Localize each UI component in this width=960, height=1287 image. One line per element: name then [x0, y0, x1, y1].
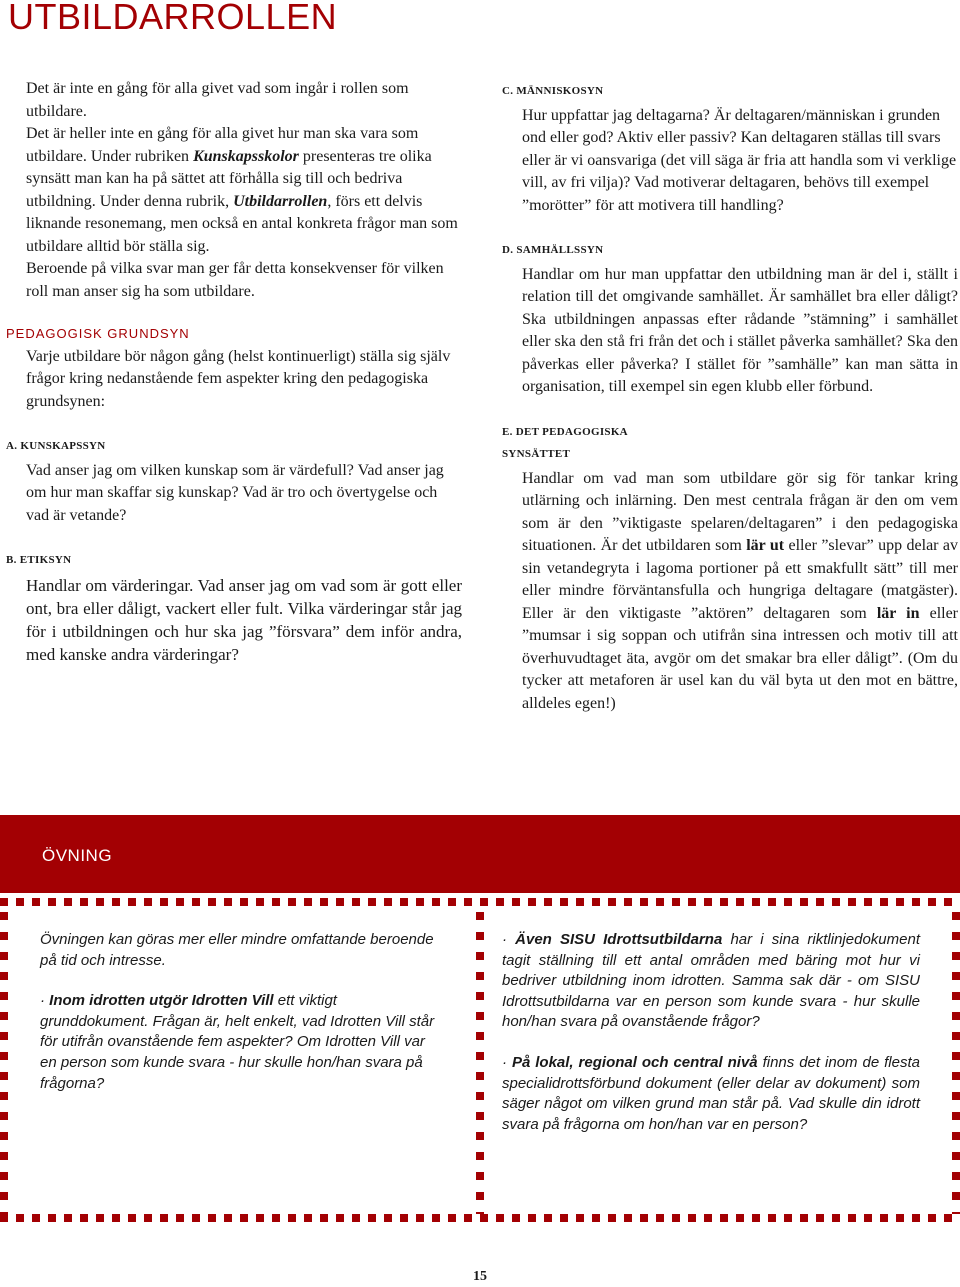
grundsyn-text: Varje utbildare bör någon gång (helst kontinuerligt) ställa sig själv frågor kring nedanstående fem aspekter kring den pedagogiska grundsynen: [26, 347, 451, 410]
exercise-item-sisu [502, 930, 920, 1033]
intro-text: presenteras tre olika synsätt man kan ha på sättet att förhålla sig till och bedriva utbildning. Under denna rubrik, [26, 147, 432, 210]
subheading-synsattet: SYNSÄTTET [502, 448, 571, 460]
exercise-border-middle [476, 906, 484, 1214]
exercise-banner [0, 815, 960, 893]
bullet: · [40, 992, 50, 1010]
intro-paragraph-3: Beroende på vilka svar man ger får detta konsekvenser för vilken roll man anser sig ha som utbildare. [26, 260, 444, 300]
exercise-item-bold: Även SISU Idrottsutbildarna [515, 931, 723, 948]
pedagogiska-text-part: Handlar om vad man som utbildare gör sig för tankar kring utlärning och inlärning. Den mest centrala frågan är den om vem som är den ”viktigaste spelaren/deltagaren” i den pedagogiska situationen. Är det utbildaren som [522, 469, 958, 554]
page-title: UTBILDARROLLEN [8, 0, 338, 37]
subheading-manniskosyn: C. MÄNNISKOSYN [502, 85, 604, 97]
bullet: · [502, 931, 516, 948]
exercise-border-top [0, 898, 960, 906]
exercise-border-right [952, 906, 960, 1214]
intro-text: , förs ett delvis liknande resonemang, men också en antal konkreta frågor man som utbildare alltid bör ställa sig. [26, 192, 458, 255]
exercise-item-lokal [502, 1053, 920, 1135]
right-column [502, 78, 958, 715]
exercise-item-idrotten-vill [40, 991, 440, 1094]
intro-paragraph-1: Det är inte en gång för alla givet vad som ingår i rollen som utbildare. [26, 80, 409, 120]
bullet: · [502, 1053, 512, 1071]
kunskapsyn-text: Vad anser jag om vilken kunskap som är värdefull? Vad anser jag om hur man skaffar sig kunskap? Vad är tro och övertygelse och vad är vetande? [26, 461, 444, 524]
exercise-item-text: ett viktigt grunddokument. Frågan är, helt enkelt, vad Idrotten Vill står för utifrån ovanstående fem aspekter? Om Idrotten Vill var en person som kunde svara - hur skulle hon/han svara på frågorna? [40, 992, 435, 1092]
exercise-item-text: finns det inom de flesta specialidrottsförbund dokument (eller delar av dokument) som säger något om vilken grund man står på. Vad skulle din idrott svara på frågorna om hon/han var en person? [502, 1053, 920, 1133]
exercise-heading: ÖVNING [42, 846, 113, 865]
exercise-item-text: har i sina riktlinjedokument tagit ställning till ett antal områden med bäring mot hur vi bedriver utbildning inom idrotten. Samma sak där - om SISU Idrottsutbildarna var en person som kunde svara - hur skulle hon/han svara på ovanstående frågor? [502, 931, 920, 1031]
exercise-right-text [502, 930, 920, 1135]
pedagogiska-text-part: eller ”slevar” upp delar av sin vetandegryta i lagoma portioner på ett smakfullt sätt” till mer eller mindre förväntansfulla och hungriga deltagare (matgäster). Eller är den viktigaste ”aktören” deltagaren som [522, 537, 959, 622]
exercise-left-text [40, 930, 440, 1094]
samhallssyn-text: Handlar om hur man uppfattar den utbildning man är del i, ställt i relation till det omgivande samhället. Är samhället bra eller dåligt? Ska utbildningen anpassas efter rådande ”stämning” i samhället eller ska den stå fri från det och i stället påverka samhället? Ska den påverkas eller påverka? I stället för ”samhälle” kan man sätta in organisation, till exempel sin egen klubb eller förbund. [522, 265, 958, 395]
pedagogiska-text [502, 468, 958, 716]
subheading-samhallssyn: D. SAMHÄLLSSYN [502, 244, 604, 256]
lar-ut-emphasis: lär ut [746, 537, 785, 554]
kunskapsskolor-ref: Kunskapsskolor [193, 147, 299, 165]
utbildarrollen-ref: Utbildarrollen [233, 192, 328, 210]
subheading-pedagogiska: E. DET PEDAGOGISKA [502, 425, 628, 438]
left-column [6, 78, 462, 666]
exercise-item-bold: Inom idrotten utgör Idrotten Vill [49, 992, 274, 1010]
intro-text: Det är heller inte en gång för alla givet hur man ska vara som utbildare. Under rubriken [26, 125, 419, 165]
exercise-item-bold: På lokal, regional och central nivå [511, 1053, 758, 1071]
etiksyn-text: Handlar om värderingar. Vad anser jag om vad som är gott eller ont, bra eller dåligt, vackert eller fult. Vilka värderingar står jag för i utbildningen och hur ska jag ”försvara” dem inför andra, med kanske andra värderingar? [26, 575, 462, 664]
exercise-border-bottom [0, 1214, 960, 1222]
exercise-intro: Övningen kan göras mer eller mindre omfattande beroende på tid och intresse. [40, 931, 434, 969]
section-heading-grundsyn: PEDAGOGISK GRUNDSYN [6, 326, 190, 341]
subheading-etiksyn: B. ETIKSYN [6, 554, 72, 566]
lar-in-emphasis: lär in [876, 604, 920, 622]
pedagogiska-text-part: eller ”mumsar i sig soppan och utifrån sina intressen och motiv till att överhuvudtaget äta, avgör om det smakar bra eller dåligt”. (Om du tycker att metaforen är usel kan du väl byta ut den mot en bättre, alldeles egen!) [522, 604, 959, 712]
intro-paragraph-2 [6, 123, 462, 258]
subheading-kunskapsyn: A. KUNSKAPSSYN [6, 440, 106, 452]
exercise-border-left [0, 906, 8, 1214]
manniskosyn-text: Hur uppfattar jag deltagarna? Är deltagaren/människan i grunden ond eller god? Aktiv eller passiv? Kan deltagaren ställas till svars eller är vi oansvariga (det vill säga är fria att handla som vi verklige vill, av fri vilja)? Vad motiverar deltagaren, behövs till exempel ”morötter” för att motivera till handling? [522, 106, 957, 214]
page-number: 15 [473, 1269, 487, 1284]
